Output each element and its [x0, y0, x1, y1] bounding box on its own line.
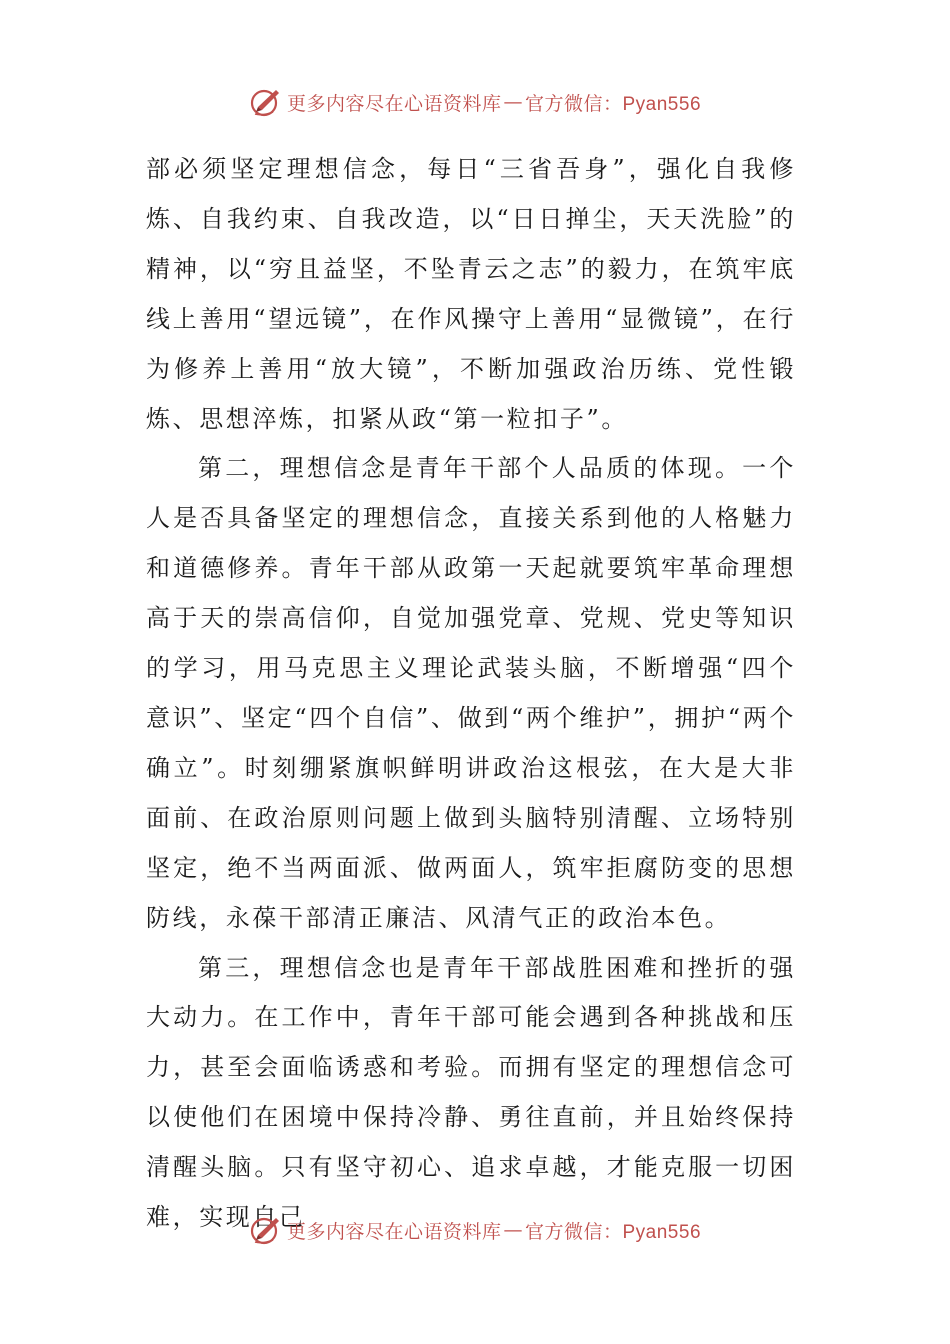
header-separator: —	[503, 91, 523, 113]
paragraph-1: 部必须坚定理想信念，每日“三省吾身”，强化自我修炼、自我约束、自我改造，以“日日掸尘，天天洗脸”的精神，以“穷且益坚，不坠青云之志”的毅力，在筑牢底线上善用“望远镜”，在作风操守上善用“显微镜”，在行为修养上善用“放大镜”，不断加强政治历练、党性锻炼、思想淬炼，扣紧从政“第一粒扣子”。	[146, 155, 796, 433]
footer-separator: —	[503, 1219, 523, 1241]
pen-logo-icon	[249, 85, 283, 119]
document-body	[146, 145, 796, 1243]
paragraph-2: 第二，理想信念是青年干部个人品质的体现。一个人是否具备坚定的理想信念，直接关系到他的人格魅力和道德修养。青年干部从政第一天起就要筑牢革命理想高于天的崇高信仰，自觉加强党章、党规、党史等知识的学习，用马克思主义理论武装头脑，不断增强“四个意识”、坚定“四个自信”、做到“两个维护”，拥护“两个确立”。时刻绷紧旗帜鲜明讲政治这根弦，在大是大非面前、在政治原则问题上做到头脑特别清醒、立场特别坚定，绝不当两面派、做两面人，筑牢拒腐防变的思想防线，永葆干部清正廉洁、风清气正的政治本色。	[146, 454, 796, 932]
header-brand: 更多内容尽在心语资料库	[286, 92, 502, 115]
header-wechat: 官方微信：Pyan556	[525, 93, 702, 115]
footer-watermark	[0, 1210, 950, 1250]
footer-wechat: 官方微信：Pyan556	[525, 1221, 702, 1243]
header-watermark	[0, 82, 950, 122]
paragraph-3: 第三，理想信念也是青年干部战胜困难和挫折的强大动力。在工作中，青年干部可能会遇到各种挑战和压力，甚至会面临诱惑和考验。而拥有坚定的理想信念可以使他们在困境中保持冷静、勇往直前，并且始终保持清醒头脑。只有坚守初心、追求卓越，才能克服一切困难，实现自己	[146, 953, 796, 1232]
pen-logo-icon	[249, 1213, 283, 1247]
footer-brand: 更多内容尽在心语资料库	[286, 1220, 502, 1243]
